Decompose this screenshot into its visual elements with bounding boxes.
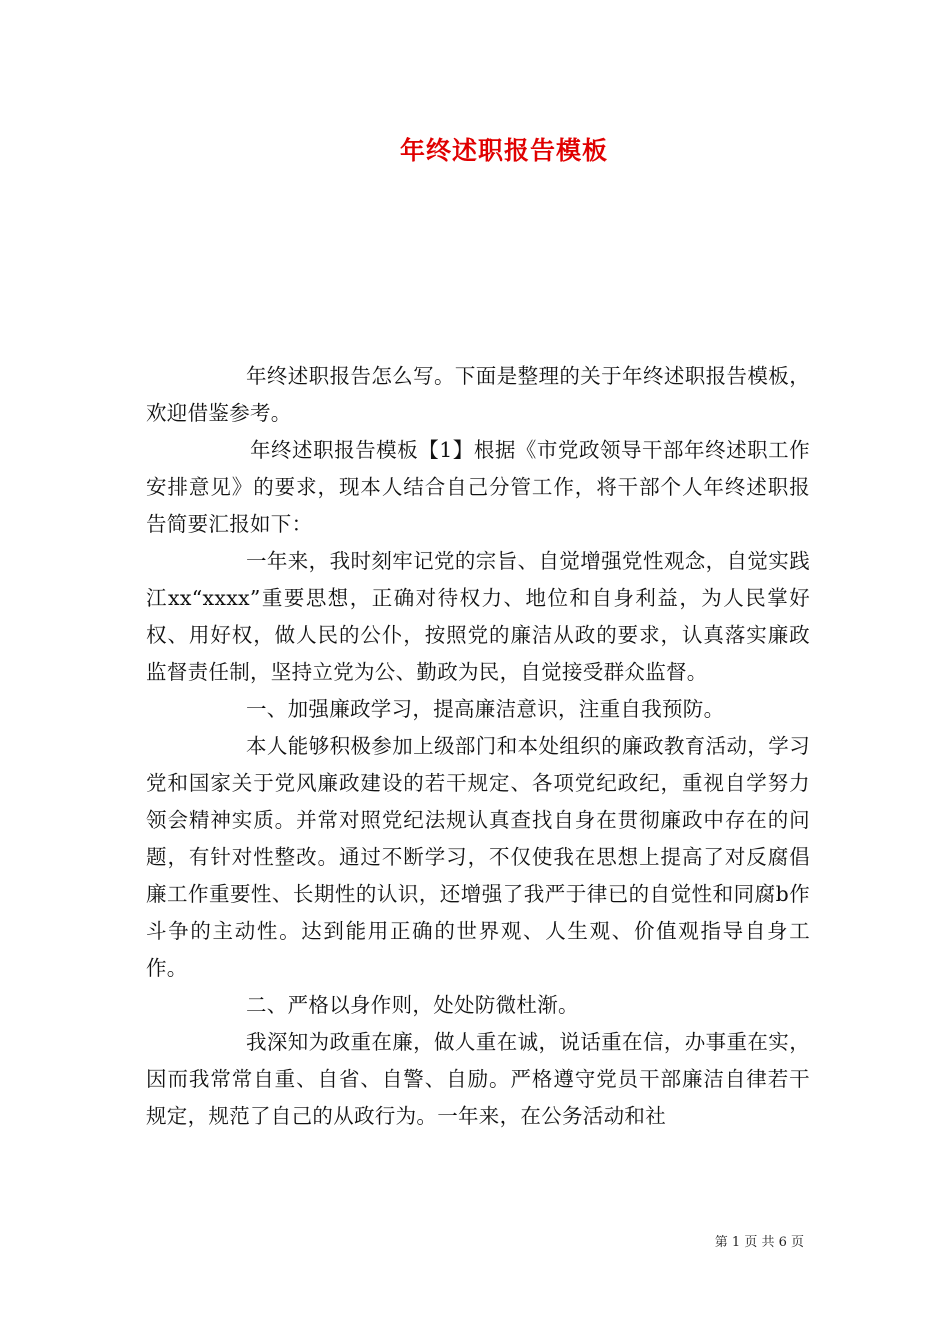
paragraph-section-1: 本人能够积极参加上级部门和本处组织的廉政教育活动，学习党和国家关于党风廉政建设的若干规定、各项党纪政纪，重视自学努力领会精神实质。并常对照党纪法规认真查找自身在贯彻廉政中存在的问题，有针对性整改。通过不断学习，不仅使我在思想上提高了对反腐倡廉工作重要性、长期性的认识，还增强了我严于律已的自觉性和同腐b作斗争的主动性。达到能用正确的世界观、人生观、价值观指导自身工作。 [146, 734, 810, 980]
section-heading-2: 二、严格以身作则，处处防微杜渐。 [246, 993, 579, 1017]
section-heading-1: 一、加强廉政学习，提高廉洁意识，注重自我预防。 [246, 697, 725, 721]
paragraph-section-2: 我深知为政重在廉，做人重在诚，说话重在信，办事重在实，因而我常常自重、自省、自警、自励。严格遵守党员干部廉洁自律若干规定，规范了自己的从政行为。一年来，在公务活动和社 [146, 1030, 810, 1128]
document-title: 年终述职报告模板 [399, 136, 608, 165]
page-number: 第 1 页 共 6 页 [714, 1235, 804, 1250]
paragraph-template-1: 年终述职报告模板【1】根据《市党政领导干部年终述职工作安排意见》的要求，现本人结合自己分管工作，将干部个人年终述职报告简要汇报如下： [146, 438, 810, 536]
paragraph-overview: 一年来，我时刻牢记党的宗旨、自觉增强党性观念，自觉实践江xx“xxxx”重要思想，正确对待权力、地位和自身利益，为人民掌好权、用好权，做人民的公仆，按照党的廉洁从政的要求，认真落实廉政监督责任制，坚持立党为公、勤政为民，自觉接受群众监督。 [146, 549, 810, 684]
document-body [146, 358, 810, 1135]
paragraph-intro: 年终述职报告怎么写。下面是整理的关于年终述职报告模板，欢迎借鉴参考。 [146, 364, 810, 425]
